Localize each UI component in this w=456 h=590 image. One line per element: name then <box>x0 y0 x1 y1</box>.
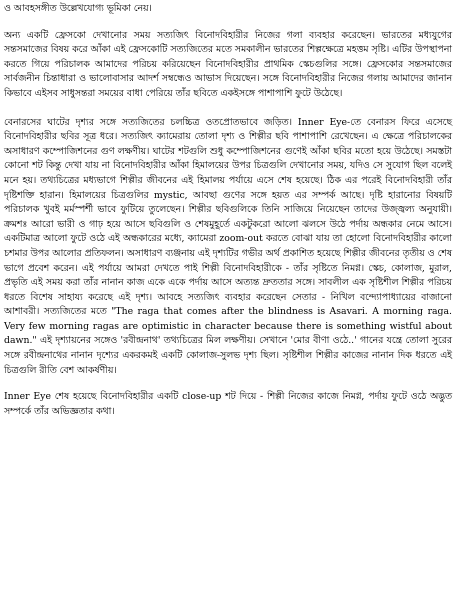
paragraph-closing: Inner Eye শেষ হয়েছে বিনোদবিহারীর একটি close-up শট দিয়ে - শিল্পী নিজের কাজে নিমগ্ন, পর্দায় ফুটে ওঠে অদ্ভুত সম্পর্কে তাঁর অভিজ্ঞতার কথা। <box>4 391 452 417</box>
paragraph-fresco: অন্য একটি ফ্রেসকো দেখানোর সময় সত্যজিৎ বিনোদবিহারীর নিজের গলা ব্যবহার করেছেন। ভারতের মধ্যযুগের সন্তসমাজের বিষয় করে আঁকা এই ফ্রেসকোটি সত্যজিতের মতে সমকালীন ভারতের শিল্পক্ষেত্রে মহত্তম সৃষ্টি। এটির উপস্থাপনা করতে গিয়ে পরিচালক আমাদের পরিচয় করিয়েছেন বিনোদবিহারীর প্রাথমিক স্কেচগুলির সঙ্গে। ফ্রেসকোর সন্তসমাজের সার্বজনীন চিন্তাধারা ও ভালোবাসার আদর্শ সম্বন্ধেও আভাস দিয়েছেন। সঙ্গে বিনোদবিহারীর নিজের গলায় আমাদের জানান কিভাবে এইসব সাধুসন্তরা সময়ের বাধা পেরিয়ে তাঁর ছবিতে একইসঙ্গে পাশাপাশি ফুটে উঠেছে। <box>4 29 452 99</box>
paragraph-benares-ghat: বেনারসের ঘাটের দৃশ্যর সঙ্গে সত্যজিতের চলচ্চিত্র ওতপ্রোতভাবে জড়িত। Inner Eye-তে বেনারস ফিরে এসেছে বিনোদবিহারীর ছবির সূত্র ধরে। সত্যজিৎ ক্যামেরায় তোলা দৃশ্য ও শিল্পীর ছবি পাশাপাশি রেখেছেন। এ ক্ষেত্রে পরিচালকের অসাধারণ কম্পোজিশনের গুণ লক্ষণীয়। ঘাটের শটগুলি শুধু কম্পোজিশনের গুণেই আঁকা ছবির মতো হয়ে উঠেছে। সমস্তটা কোনো শট কিন্তু দেখা যায় না বিনোদবিহারীর আঁকা হিমালয়ের উপর চিত্রগুলি দেখানোর সময়, যদিও সে সুযোগ ছিল বলেই মনে হয়। তথ্যচিত্রের মধ্যভাগে শিল্পীর জীবনের এই হিমালয় পর্যায়ে এসে শেষ হয়েছে। ঠিক এর পরেই বিনোদবিহারী তাঁর দৃষ্টিশক্তি হারান। হিমালয়ের চিত্রগুলির mystic, আবছা গুণের সঙ্গে হয়ত এর সম্পর্ক আছে। দৃষ্টি হারানোর বিষয়টি পরিচালক খুবই মর্মস্পর্শী ভাবে ফুটিয়ে তুলেছেন। শিল্পীর ছবিগুলিকে তিনি সাজিয়ে নিয়েছেন তাদের উজ্জ্বল্য অনুযায়ী। ক্রমশঃ আরো ভারী ও গাঢ় হয়ে আসে ছবিগুলি ও শেষমুহূর্তে একটুকরো আলো ঝলসে উঠে পর্দায় অন্ধকার নেমে আসে। একটিমাত্র আলো ফুটে ওঠে এই অন্ধকারের মধ্যে, ক্যামেরা zoom-out করতে বোঝা যায় তা হোলো বিনোদবিহারীর কালো চশমার উপর আলোর প্রতিফলন। অসাধারণ ব্যঞ্জনায় এই দৃশ্যটির গভীর অর্থ প্রকাশিত হয়েছে শিল্পীর জীবনের তৃতীয় ও শেষ ভাগে প্রবেশ করেন। এই পর্যায়ে আমরা দেখতে পাই শিল্পী বিনোদবিহারীকে - তাঁর সৃষ্টিতে নিমগ্ন। স্কেচ, কোলাজ, মুরাল, প্রভৃতি এই সময় করা তাঁর নানান কাজ একে একে পর্দায় আসে অত্যন্ত দ্রুততার সঙ্গে। সাবলীল এক সৃষ্টিশীল শিল্পীর পরিচয় ধরতে বিশেষ সাহায্য করেছে এই দৃশ্য। আবহে সত্যজিৎ ব্যবহার করেছেন সেতার - নিখিল বন্দ্যোপাধ্যায়ের বাজানো আশাবরী। সত্যজিতের মতে "The raga that comes after the blindness is Asavari. A morning raga. Very few morning ragas are optimistic in character because there is something wistful about dawn." এই দৃশ্যায়নের সঙ্গেও 'রবীন্দ্রনাথ' তথ্যচিত্রের মিল লক্ষণীয়। সেখানে 'মোর বীণা ওঠে..' গানের যন্ত্রে তোলা সুরের সঙ্গে রবীন্দ্রনাথের নানান দৃশ্যের একরকমই একটি কোলাজ-সুলভ দৃশ্য ছিল। সৃষ্টিশীল শিল্পীর কাজের নানান দিক ধরতে এই চিত্রগুলি রীতি বেশ আকর্ষণীয়। <box>4 116 452 376</box>
paragraph-intro-fragment: ও আবহসঙ্গীত উল্লেখযোগ্য ভূমিকা নেয়। <box>4 3 152 14</box>
